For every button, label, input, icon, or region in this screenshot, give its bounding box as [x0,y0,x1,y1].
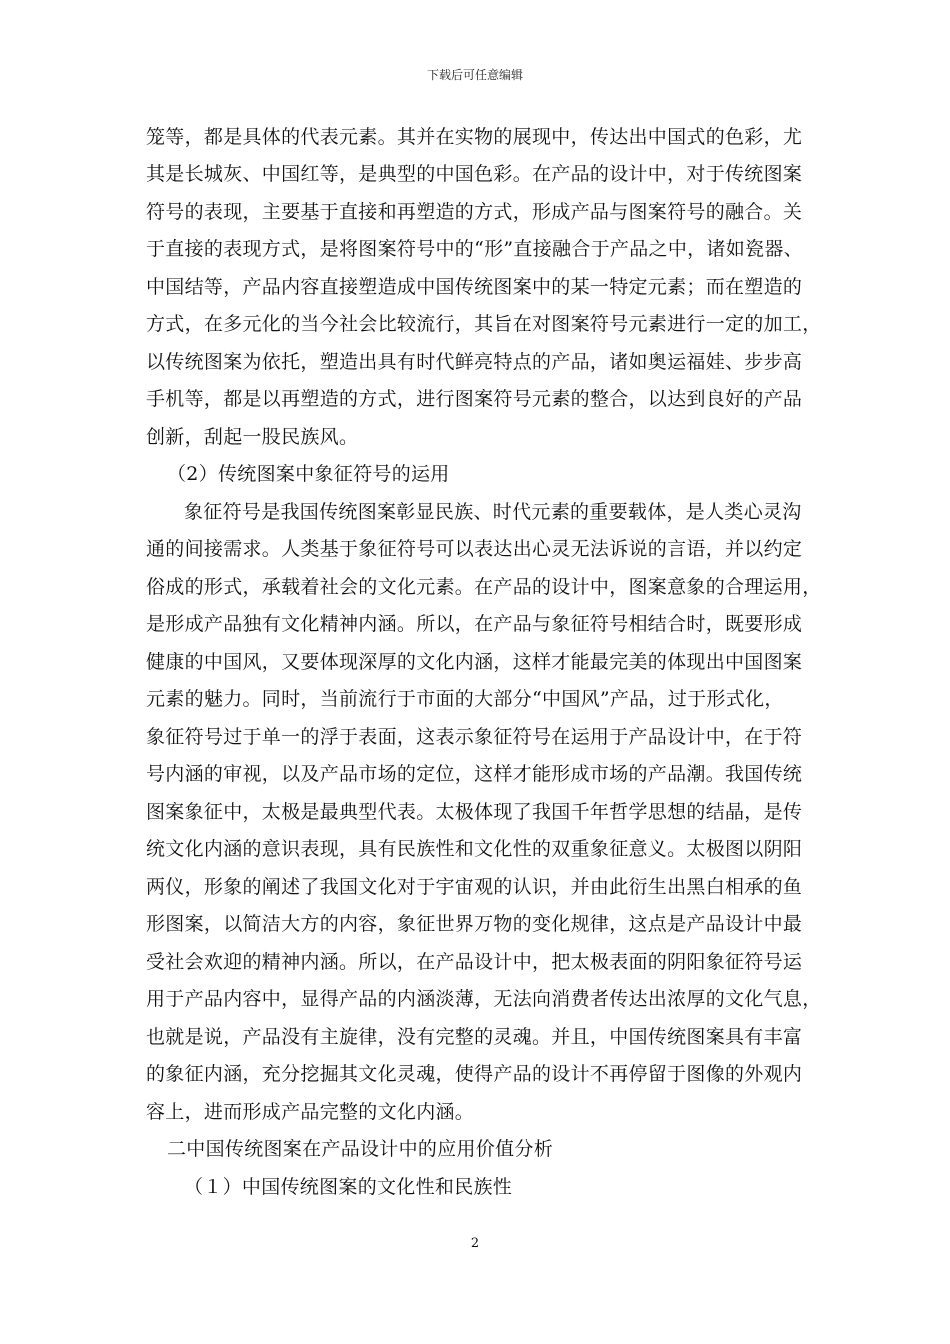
body-line: 俗成的形式，承载着社会的文化元素。在产品的设计中，图案意象的合理运用， [146,576,822,598]
body-line: 两仪，形象的阐述了我国文化对于宇宙观的认识，并由此衍生出黑白相承的鱼 [146,876,803,898]
body-line: 受社会欢迎的精神内涵。所以，在产品设计中，把太极表面的阴阳象征符号运 [146,951,803,973]
body-line: 用于产品内容中，显得产品的内涵淡薄，无法向消费者传达出浓厚的文化气息， [146,988,822,1010]
body-line: 笼等，都是具体的代表元素。其并在实物的展现中，传达出中国式的色彩，尤 [146,126,803,148]
body-line: 符号的表现，主要基于直接和再塑造的方式，形成产品与图案符号的融合。关 [146,201,803,223]
body-line: 象征符号过于单一的浮于表面，这表示象征符号在运用于产品设计中，在于符 [146,726,803,748]
body-line: 的象征内涵，充分挖掘其文化灵魂，使得产品的设计不再停留于图像的外观内 [146,1063,803,1085]
body-line: 图案象征中，太极是最典型代表。太极体现了我国千年哲学思想的结晶，是传 [146,801,803,823]
body-line: 容上，进而形成产品完整的文化内涵。 [146,1101,475,1123]
body-line: 象征符号是我国传统图案彰显民族、时代元素的重要载体，是人类心灵沟 [184,501,802,523]
body-line: 元素的魅力。同时，当前流行于市面的大部分“中国风”产品，过于形式化， [146,688,784,710]
body-line: 也就是说，产品没有主旋律，没有完整的灵魂。并且，中国传统图案具有丰富 [146,1026,803,1048]
body-line: 统文化内涵的意识表现，具有民族性和文化性的双重象征意义。太极图以阴阳 [146,838,803,860]
page-number: 2 [470,1236,480,1251]
page-header: 下载后可任意编辑 [426,68,523,82]
body-line: 健康的中国风，又要体现深厚的文化内涵，这样才能最完美的体现出中国图案 [146,651,803,673]
body-line: 号内涵的审视，以及产品市场的定位，这样才能形成市场的产品潮。我国传统 [146,763,803,785]
body-line: 形图案，以简洁大方的内容，象征世界万物的变化规律，这点是产品设计中最 [146,913,803,935]
subsection-heading: （１）中国传统图案的文化性和民族性 [184,1176,513,1198]
body-line: 通的间接需求。人类基于象征符号可以表达出心灵无法诉说的言语，并以约定 [146,538,803,560]
body-line: 于直接的表现方式，是将图案符号中的“形”直接融合于产品之中，诸如瓷器、 [146,238,803,260]
section-heading: （2）传统图案中象征符号的运用 [167,463,450,485]
body-line: 手机等，都是以再塑造的方式，进行图案符号元素的整合，以达到良好的产品 [146,388,803,410]
body-line: 中国结等，产品内容直接塑造成中国传统图案中的某一特定元素；而在塑造的 [146,276,803,298]
body-line: 以传统图案为依托，塑造出具有时代鲜亮特点的产品，诸如奥运福娃、步步高 [146,351,803,373]
body-line: 其是长城灰、中国红等，是典型的中国色彩。在产品的设计中，对于传统图案 [146,163,803,185]
body-line: 是形成产品独有文化精神内涵。所以，在产品与象征符号相结合时，既要形成 [146,613,803,635]
body-line: 方式，在多元化的当今社会比较流行，其旨在对图案符号元素进行一定的加工， [146,313,822,335]
body-line: 创新，刮起一股民族风。 [146,426,359,448]
section-heading: 二中国传统图案在产品设计中的应用价值分析 [167,1138,554,1160]
